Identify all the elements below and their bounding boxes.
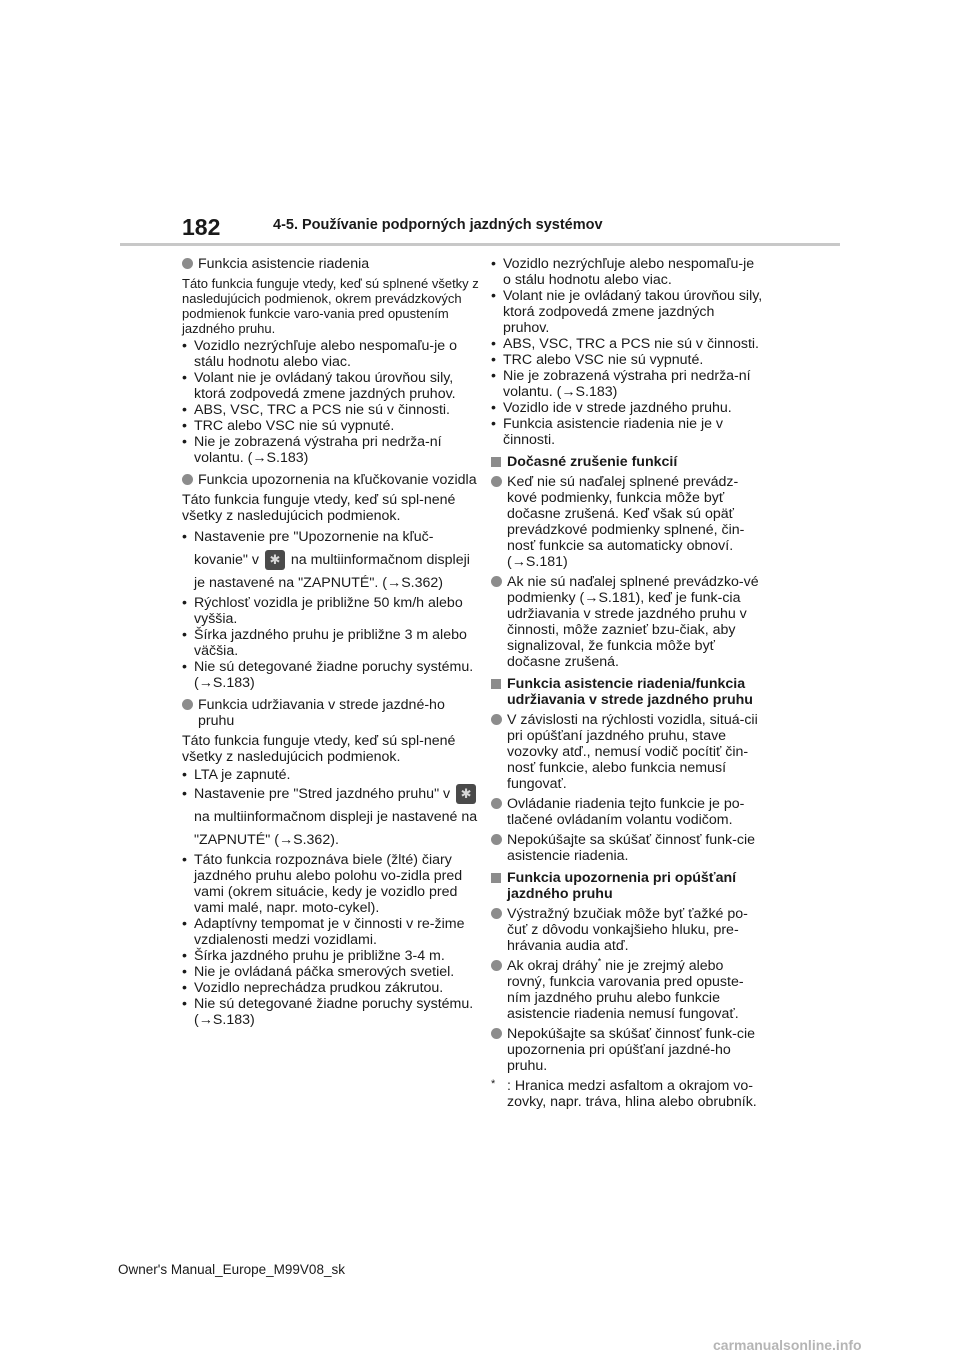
heading-text: Dočasné zrušenie funkcií bbox=[507, 454, 678, 470]
footnote-marker: * bbox=[597, 956, 602, 967]
list-item: • TRC alebo VSC nie sú vypnuté. bbox=[182, 418, 482, 434]
heading-text: Funkcia asistencie riadenia bbox=[198, 256, 370, 272]
item-text: Nastavenie pre "Stred jazdného pruhu" v bbox=[194, 786, 451, 802]
square-bullet-icon bbox=[491, 457, 501, 467]
list-item: • Vozidlo neprechádza prudkou zákrutou. bbox=[182, 980, 482, 996]
item-text: na multiinformačnom displeji je nastavené na "ZAPNUTÉ" (→S.362). bbox=[194, 809, 478, 848]
bullet-dot-icon bbox=[491, 714, 502, 725]
paragraph-text: Nepokúšajte sa skúšať činnosť funk-cie asistencie riadenia. bbox=[507, 832, 756, 864]
condition-list bbox=[491, 256, 763, 448]
section-heading bbox=[182, 256, 482, 272]
bullet-paragraph bbox=[491, 474, 763, 570]
heading-text: Funkcia asistencie riadenia/funkcia udržiavania v strede jazdného pruhu bbox=[507, 676, 753, 708]
list-item: • Vozidlo nezrýchľuje alebo nespomaľu-je o stálu hodnotu alebo viac. bbox=[491, 256, 763, 288]
footnote-text: : Hranica medzi asfaltom a okrajom vo-zovky, napr. tráva, hlina alebo obrubník. bbox=[507, 1078, 757, 1110]
subsection-heading bbox=[491, 870, 763, 902]
right-column bbox=[491, 256, 763, 1110]
bullet-dot-icon bbox=[491, 476, 502, 487]
list-item: • Vozidlo nezrýchľuje alebo nespomaľu-je o stálu hodnotu alebo viac. bbox=[182, 338, 482, 370]
paragraph-text: Ak okraj dráhy bbox=[507, 958, 598, 974]
bullet-dot-icon bbox=[491, 908, 502, 919]
page-number: 182 bbox=[182, 214, 221, 240]
list-item bbox=[182, 783, 482, 852]
list-item: • Nie sú detegované žiadne poruchy systému. (→S.183) bbox=[182, 996, 482, 1028]
paragraph: Táto funkcia funguje vtedy, keď sú splnené všetky z nasledujúcich podmienok, okrem prevádzkových podmienok funkcie varo-vania pred opustením jazdného pruhu. bbox=[182, 276, 479, 336]
heading-text: Funkcia udržiavania v strede jazdné-ho pruhu bbox=[198, 697, 445, 729]
bullet-paragraph bbox=[491, 832, 763, 864]
condition-list bbox=[182, 526, 482, 691]
left-column bbox=[182, 256, 482, 1034]
section-heading bbox=[182, 472, 482, 488]
header-divider bbox=[120, 243, 840, 246]
list-item: • Nie je zobrazená výstraha pri nedrža-ní volantu. (→S.183) bbox=[182, 434, 482, 466]
paragraph-text: Ovládanie riadenia tejto funkcie je po-tlačené ovládaním volantu vodičom. bbox=[507, 796, 745, 828]
list-item: • Nie sú detegované žiadne poruchy systému. (→S.183) bbox=[182, 659, 482, 691]
paragraph-text: nie je zrejmý alebo rovný, funkcia varovania pred opuste-ním jazdného pruhu alebo funkcie asistencie riadenia nemusí fungovať. bbox=[507, 958, 744, 1022]
square-bullet-icon bbox=[491, 679, 501, 689]
bullet-paragraph bbox=[491, 1026, 763, 1074]
paragraph-text: Výstražný bzučiak môže byť ťažké po-čuť z dôvodu vonkajšieho hluku, pre-hrávania audia atď. bbox=[507, 906, 748, 954]
square-bullet-icon bbox=[491, 873, 501, 883]
bullet-paragraph bbox=[491, 958, 763, 1022]
paragraph-text: Nepokúšajte sa skúšať činnosť funk-cie upozornenia pri opúšťaní jazdné-ho pruhu. bbox=[507, 1026, 756, 1074]
bullet-dot-icon bbox=[182, 474, 193, 485]
item-text: na multiinformačnom displeji je nastavené na "ZAPNUTÉ". (→S.362) bbox=[194, 552, 470, 591]
list-item: • Šírka jazdného pruhu je približne 3-4 m. bbox=[182, 948, 482, 964]
paragraph-text: Ak nie sú naďalej splnené prevádzko-vé podmienky (→S.181), keď je funk-cia udržiavania v strede jazdného pruhu v činnosti, môže zaznieť bzu-čiak, aby signalizoval, že funkcia môže byť dočasne zrušená. bbox=[507, 574, 759, 670]
bullet-paragraph bbox=[491, 574, 763, 670]
bullet-dot-icon bbox=[491, 960, 502, 971]
paragraph: Táto funkcia funguje vtedy, keď sú spl-nené všetky z nasledujúcich podmienok. bbox=[182, 733, 456, 765]
list-item: • Volant nie je ovládaný takou úrovňou sily, ktorá zodpovedá zmene jazdných pruhov. bbox=[491, 288, 763, 336]
list-item: • Adaptívny tempomat je v činnosti v re-žime vzdialenosti medzi vozidlami. bbox=[182, 916, 482, 948]
bullet-dot-icon bbox=[491, 798, 502, 809]
heading-text: Funkcia upozornenia pri opúšťaní jazdného pruhu bbox=[507, 870, 737, 902]
bullet-dot-icon bbox=[491, 1028, 502, 1039]
list-item: • LTA je zapnuté. bbox=[182, 767, 482, 783]
subsection-heading bbox=[491, 676, 763, 708]
list-item: • Táto funkcia rozpoznáva biele (žlté) čiary jazdného pruhu alebo polohu vo-zidla pred vami (okrem situácie, kedy je vozidlo pred vami malé, napr. moto-cykel). bbox=[182, 852, 482, 916]
bullet-paragraph bbox=[491, 906, 763, 954]
list-item: • Šírka jazdného pruhu je približne 3 m alebo väčšia. bbox=[182, 627, 482, 659]
list-item: • ABS, VSC, TRC a PCS nie sú v činnosti. bbox=[182, 402, 482, 418]
watermark: carmanualsonline.info bbox=[713, 1337, 862, 1353]
list-item: • Vozidlo ide v strede jazdného pruhu. bbox=[491, 400, 763, 416]
footnote bbox=[491, 1078, 763, 1110]
settings-gear-icon bbox=[265, 550, 285, 570]
bullet-dot-icon bbox=[182, 258, 193, 269]
condition-list bbox=[182, 338, 482, 466]
heading-text: Funkcia upozornenia na kľučkovanie vozidla bbox=[198, 472, 477, 488]
chapter-title: 4-5. Používanie podporných jazdných systémov bbox=[273, 217, 603, 233]
item-text: Nastavenie pre "Upozornenie na kľuč-kovanie" v bbox=[194, 529, 434, 568]
condition-list bbox=[182, 767, 482, 1028]
list-item: • Nie je ovládaná páčka smerových svetiel. bbox=[182, 964, 482, 980]
bullet-dot-icon bbox=[491, 576, 502, 587]
list-item: • Nie je zobrazená výstraha pri nedrža-ní volantu. (→S.183) bbox=[491, 368, 763, 400]
section-heading bbox=[182, 697, 482, 729]
settings-gear-icon bbox=[456, 784, 476, 804]
subsection-heading bbox=[491, 454, 763, 470]
list-item bbox=[182, 526, 482, 595]
footnote-marker: * bbox=[491, 1078, 496, 1090]
list-item: • Rýchlosť vozidla je približne 50 km/h alebo vyššia. bbox=[182, 595, 482, 627]
paragraph: Táto funkcia funguje vtedy, keď sú spl-nené všetky z nasledujúcich podmienok. bbox=[182, 492, 456, 524]
list-item: • Volant nie je ovládaný takou úrovňou sily, ktorá zodpovedá zmene jazdných pruhov. bbox=[182, 370, 482, 402]
list-item: • Funkcia asistencie riadenia nie je v činnosti. bbox=[491, 416, 763, 448]
footer-text: Owner's Manual_Europe_M99V08_sk bbox=[118, 1262, 345, 1277]
list-item: • TRC alebo VSC nie sú vypnuté. bbox=[491, 352, 763, 368]
bullet-dot-icon bbox=[182, 699, 193, 710]
paragraph-text: Keď nie sú naďalej splnené prevádz-kové podmienky, funkcia môže byť dočasne zrušená. Keď však sú opäť prevádzkové podmienky splnené, čin-nosť funkcie sa automaticky obnoví. (→S.181) bbox=[507, 474, 745, 570]
bullet-dot-icon bbox=[491, 834, 502, 845]
bullet-paragraph bbox=[491, 712, 763, 792]
bullet-paragraph bbox=[491, 796, 763, 828]
list-item: • ABS, VSC, TRC a PCS nie sú v činnosti. bbox=[491, 336, 763, 352]
paragraph-text: V závislosti na rýchlosti vozidla, situá-cii pri opúšťaní jazdného pruhu, stave vozovky atď., nemusí vodič pocítiť čin-nosť funkcie, alebo funkcia nemusí fungovať. bbox=[507, 712, 758, 792]
